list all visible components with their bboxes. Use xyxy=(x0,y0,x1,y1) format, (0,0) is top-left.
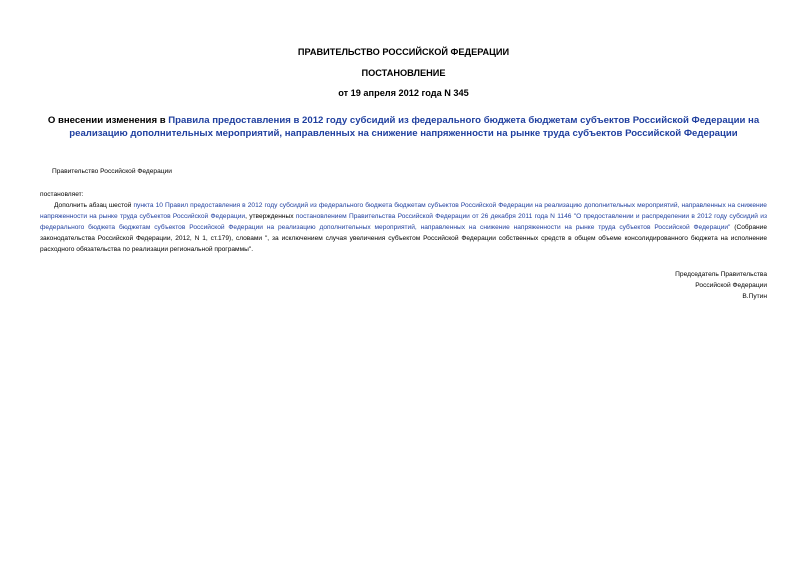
point-10-link[interactable]: пункта 10 Правил предоставления в 2012 году субсидий из федерального бюджета бюджетам субъектов Российской Федерации на реализацию дополнительных мероприятий, направленных на снижение напряженности на рынке труда субъектов Российской Федерации xyxy=(40,202,767,220)
para-text-1: Дополнить абзац шестой xyxy=(54,202,132,209)
issuing-body: Правительство Российской Федерации xyxy=(52,168,172,175)
signature-org: Российской Федерации xyxy=(695,282,767,289)
title-prefix: О внесении изменения в xyxy=(47,115,169,126)
government-heading: ПРАВИТЕЛЬСТВО РОССИЙСКОЙ ФЕДЕРАЦИИ xyxy=(297,47,510,57)
title-rules-link[interactable]: Правила предоставления в 2012 году субсидий из федерального бюджета бюджетам субъектов Российской Федерации на реализацию дополнительных мероприятий, направленных на снижение напряженности на рынке труда субъектов Российской Федерации xyxy=(69,115,760,139)
main-paragraph xyxy=(40,200,767,255)
resolution-1146-link[interactable]: постановлением Правительства Российской Федерации от 26 декабря 2011 года N 1146 "О предоставлении и распределении в 2012 году субсидий из федерального бюджета бюджетам субъектов Российской Федерации на реализацию дополнительных мероприятий, направленных на снижение напряженности на рынке труда субъектов Российской Федерации" xyxy=(40,213,767,231)
signature-title: Председатель Правительства xyxy=(675,271,767,278)
document-title xyxy=(40,114,767,140)
resolves-word: постановляет: xyxy=(40,191,84,198)
para-text-2: , утвержденных xyxy=(245,213,294,220)
doc-type-heading: ПОСТАНОВЛЕНИЕ xyxy=(361,68,446,78)
signature-name: В.Путин xyxy=(742,293,767,300)
date-number: от 19 апреля 2012 года N 345 xyxy=(338,88,469,98)
para-text-3: (Собрание законодательства Российской Федерации, 2012, N 1, ст.179), словами ", за исключением случая увеличения субъектом Российской Федерации собственных средств в общем объеме консолидированного бюджета на исполнение расходного обязательства по реализации региональной программы". xyxy=(40,224,768,253)
